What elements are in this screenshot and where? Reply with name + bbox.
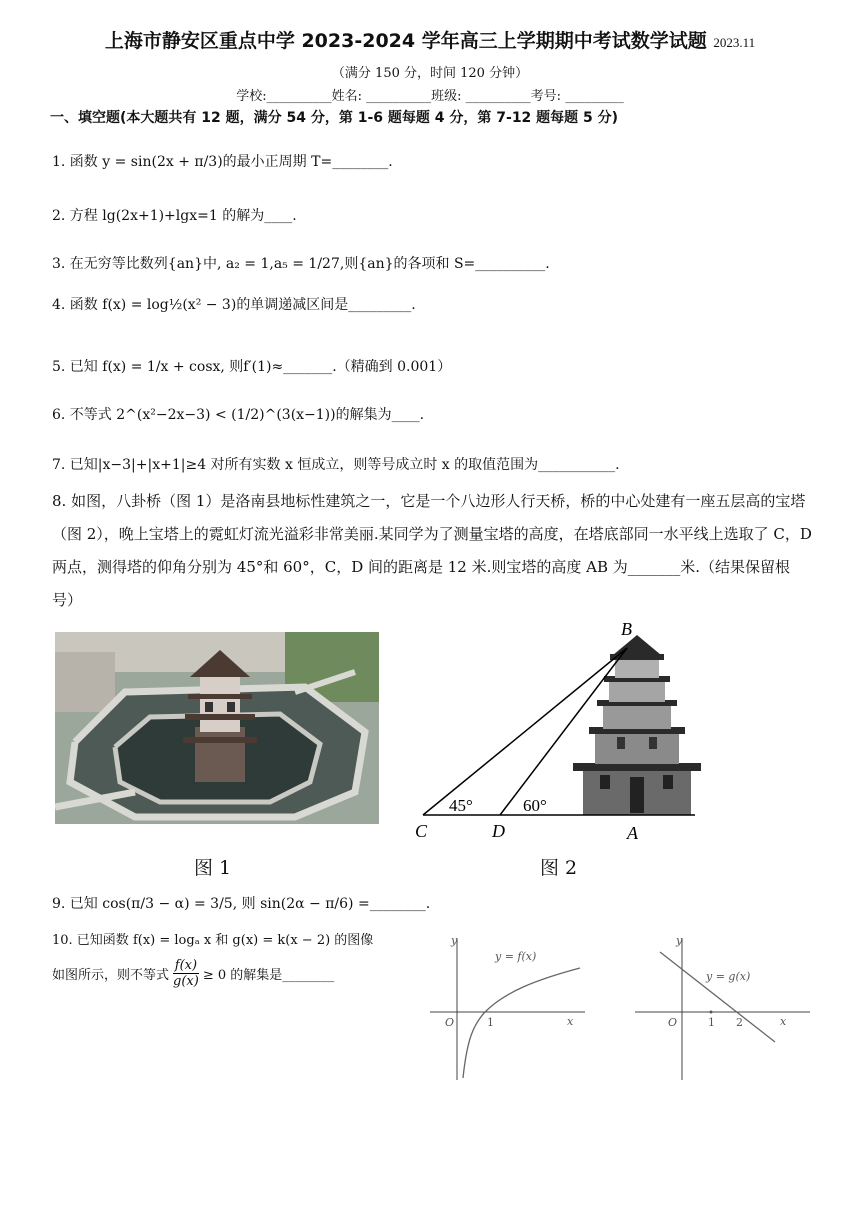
label-c: C <box>415 821 428 841</box>
figure-1-caption: 图 1 <box>194 857 232 879</box>
exam-date: 2023.11 <box>713 35 756 50</box>
question-4 <box>52 294 416 314</box>
label-a: A <box>627 823 638 843</box>
graph-g-tick-1: 1 <box>708 1016 715 1029</box>
question-10-line-1: 10. 已知函数 f(x) = logₐ x 和 g(x) = k(x − 2) 的图像 <box>52 933 374 948</box>
graph-f-curve <box>463 968 580 1078</box>
q5-suffix: , 则f′(1)≈_______.（精确到 0.001） <box>220 359 452 375</box>
q3-prefix: 3. 在无穷等比数列{an}中, <box>52 256 226 272</box>
graph-f-y-label: y <box>451 934 458 947</box>
q9-formula-1: cos(π/3 − α) = 3/5 <box>102 896 233 912</box>
q9-formula-2: sin(2α − π/6) = <box>260 896 370 912</box>
q3-formula: a₂ = 1,a₅ = 1/27 <box>225 256 340 272</box>
exam-title <box>0 26 860 53</box>
graph-f-origin: O <box>445 1016 455 1029</box>
q1-formula: y = sin(2x + π/3) <box>102 154 223 170</box>
graph-g-y-label: y <box>676 934 683 947</box>
question-9 <box>52 893 430 913</box>
q1-prefix: 1. 函数 <box>52 154 103 170</box>
figure-2-caption: 图 2 <box>540 857 578 879</box>
q6-prefix: 6. 不等式 <box>52 407 117 423</box>
graph-f <box>425 930 595 1085</box>
q10-prefix: 如图所示，则不等式 <box>52 968 170 983</box>
q3-suffix: ,则{an}的各项和 S=__________. <box>339 256 550 272</box>
question-10-line-2 <box>52 958 334 989</box>
label-b: B <box>621 619 632 639</box>
graph-g-line <box>660 952 775 1042</box>
q4-suffix: 的单调递减区间是_________. <box>236 297 416 313</box>
question-6 <box>52 404 424 424</box>
angle-d-label: 60° <box>523 796 547 815</box>
q10-numerator: f(x) <box>174 958 198 973</box>
q6-suffix: 的解集为____. <box>335 407 425 423</box>
question-8: 8. 如图，八卦桥（图 1）是洛南县地标性建筑之一，它是一个八边形人行天桥，桥的中心处建有一座五层高的宝塔（图 2），晚上宝塔上的霓虹灯流光溢彩非常美丽.某同学为了测量宝塔的高度，在塔底部同一水平线上选取了 C，D 两点，测得塔的仰角分别为 45°和 60°，C，D 间的距离是 12 米.则宝塔的高度 AB 为_______米.（结果保留根号） <box>52 492 812 609</box>
graph-g-tick-2: 2 <box>736 1016 743 1029</box>
title-text: 上海市静安区重点中学 2023-2024 学年高三上学期期中考试数学试题 <box>104 30 707 52</box>
q4-formula: f(x) = log½(x² − 3) <box>102 297 237 313</box>
q10-denominator: g(x) <box>173 974 199 989</box>
graph-g-tick-mark <box>710 1011 713 1014</box>
q9-suffix: ________. <box>369 896 431 912</box>
q10-fraction <box>171 958 201 989</box>
graph-f-curve-label: y = f(x) <box>495 950 537 963</box>
q9-middle: , 则 <box>232 896 261 912</box>
graph-f-x-label: x <box>567 1015 574 1028</box>
question-7: 7. 已知|x−3|+|x+1|≥4 对所有实数 x 恒成立，则等号成立时 x 的取值范围为___________. <box>52 457 620 473</box>
angle-c-label: 45° <box>449 796 473 815</box>
question-5 <box>52 356 451 376</box>
question-2: 2. 方程 lg(2x+1)+lgx=1 的解为____. <box>52 208 297 224</box>
q1-suffix: 的最小正周期 T=________. <box>222 154 393 170</box>
q5-formula: f(x) = 1/x + cosx <box>102 359 221 375</box>
tower-image <box>573 635 701 815</box>
bridge-illustration <box>55 632 379 824</box>
exam-subtitle: （满分 150 分，时间 120 分钟） <box>331 66 529 81</box>
tower-diagram <box>405 615 705 845</box>
graph-g-curve-label: y = g(x) <box>706 970 751 983</box>
graph-g <box>630 930 820 1085</box>
q9-prefix: 9. 已知 <box>52 896 103 912</box>
graph-g-x-label: x <box>780 1015 787 1028</box>
section-heading: 一、填空题(本大题共有 12 题，满分 54 分，第 1-6 题每题 4 分，第 7-12 题每题 5 分) <box>50 110 619 126</box>
graph-f-tick-1: 1 <box>487 1016 494 1029</box>
q10-suffix: ≥ 0 的解集是________ <box>202 968 335 983</box>
student-info-line: 学校:__________姓名: __________班级: __________考号: _________ <box>236 89 624 104</box>
q5-prefix: 5. 已知 <box>52 359 103 375</box>
bagua-bridge-photo <box>55 632 379 824</box>
label-d: D <box>492 821 505 841</box>
q6-formula: 2^(x²−2x−3) < (1/2)^(3(x−1)) <box>116 407 336 423</box>
question-1 <box>52 151 393 171</box>
graph-g-origin: O <box>668 1016 678 1029</box>
q4-prefix: 4. 函数 <box>52 297 103 313</box>
question-3 <box>52 253 550 273</box>
